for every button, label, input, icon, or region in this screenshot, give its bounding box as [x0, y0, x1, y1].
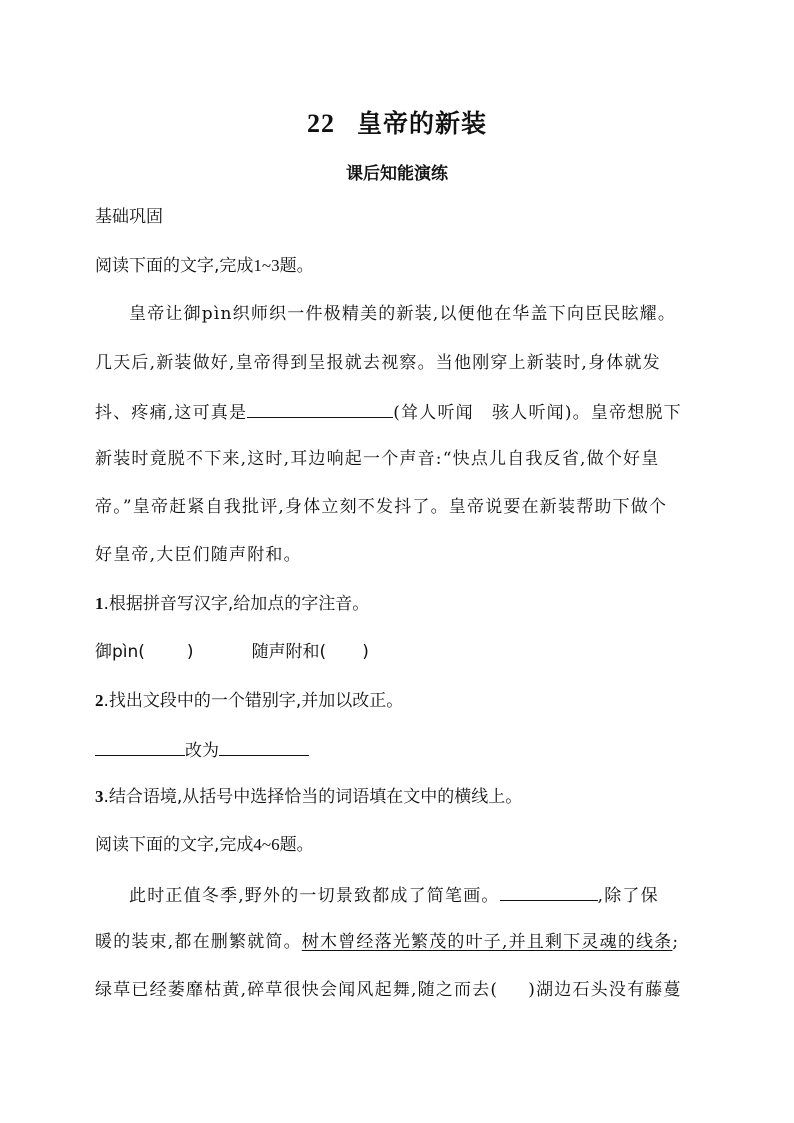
q2-answer-row: 改为 — [95, 737, 309, 763]
reading1-line-1: 皇帝让御pìn织师织一件极精美的新装,以便他在华盖下向臣民眩耀。 — [129, 304, 677, 324]
reading2-line-3: 绿草已经萎靡枯黄,碎草很快会闻风起舞,随之而去( )湖边石头没有藤蔓 — [95, 980, 682, 1000]
answer-blank-idiom[interactable] — [247, 399, 393, 418]
reading1-line-2: 几天后,新装做好,皇帝得到呈报就去视察。当他刚穿上新装时,身体就发 — [95, 353, 661, 373]
q1-item-pin: 御pìn( — [95, 642, 145, 662]
page-title — [0, 104, 794, 140]
reading1-line-4: 新装时竟脱不下来,这时,耳边响起一个声音:“快点儿自我反省,做个好皇 — [95, 449, 660, 469]
section-heading: 基础巩固 — [95, 207, 163, 227]
question-1: 1.根据拼音写汉字,给加点的字注音。 — [95, 594, 370, 614]
lesson-title: 皇帝的新装 — [356, 109, 487, 138]
underlined-sentence: 树木曾经落光繁茂的叶子,并且剩下灵魂的线条 — [301, 932, 673, 952]
reading2-prompt: 阅读下面的文字,完成4~6题。 — [95, 835, 314, 855]
reading1-line-5: 帝。”皇帝赶紧自我批评,身体立刻不发抖了。皇帝说要在新装帮助下做个 — [95, 497, 668, 517]
q2-wrong-char-blank[interactable] — [95, 737, 185, 756]
lesson-number: 22 — [306, 109, 335, 138]
reading1-prompt: 阅读下面的文字,完成1~3题。 — [95, 256, 314, 276]
reading1-line-6: 好皇帝,大臣们随声附和。 — [95, 545, 302, 565]
question-2: 2.找出文段中的一个错别字,并加以改正。 — [95, 691, 404, 711]
reading1-line-3: 抖、疼痛,这可真是 (耸人听闻 骇人听闻)。皇帝想脱下 — [95, 399, 682, 425]
reading2-line-2: 暖的装束,都在删繁就简。树木曾经落光繁茂的叶子,并且剩下灵魂的线条; — [95, 932, 680, 952]
page-subtitle: 课后知能演练 — [346, 164, 448, 184]
q2-correct-char-blank[interactable] — [219, 737, 309, 756]
reading2-answer-blank[interactable] — [500, 882, 598, 901]
question-3: 3.结合语境,从括号中选择恰当的词语填在文中的横线上。 — [95, 787, 523, 807]
reading2-line-1: 此时正值冬季,野外的一切景致都成了简笔画。 ,除了保 — [129, 882, 659, 908]
q1-answer-row: 御pìn( ) 随声附和( ) — [95, 642, 369, 662]
q1-item-fuhe: 随声附和( — [251, 642, 327, 662]
